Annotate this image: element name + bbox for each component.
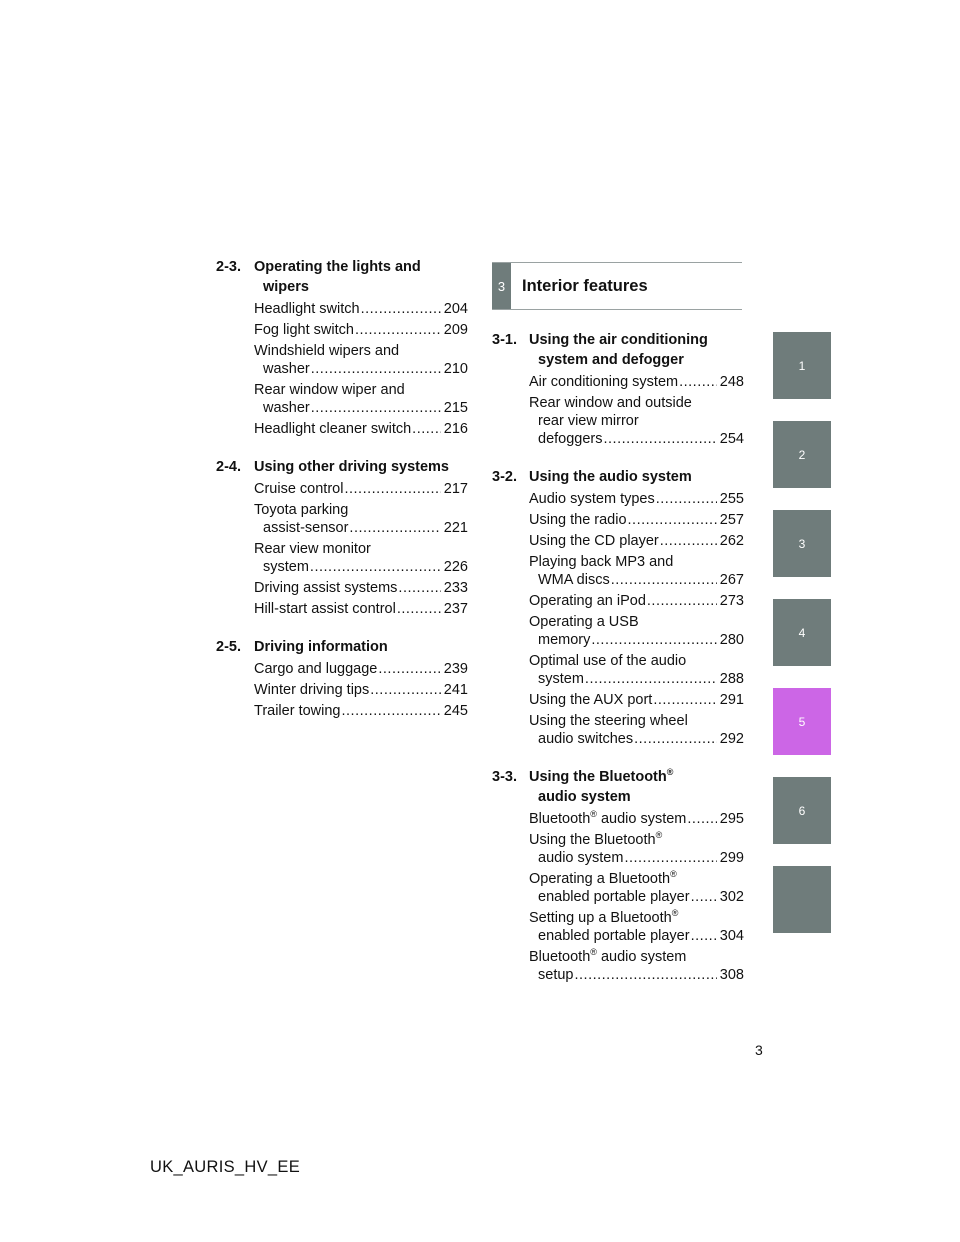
section-title-line2: wipers [263,279,309,295]
page-ref: 299 [719,850,744,866]
entry-text: Windshield wipers and [254,343,400,359]
chapter-header [492,262,742,310]
entry-text: WMA discs [538,572,610,588]
section-number: 3-1. [492,332,517,348]
chapter-tab-5[interactable]: 5 [773,688,831,755]
leader-dots [311,399,441,417]
page-ref: 280 [719,632,744,648]
leader-dots [344,480,440,498]
leader-dots [378,660,440,678]
entry-row [254,300,468,318]
chapter-tab-3[interactable]: 3 [773,510,831,577]
chapter-tab-4[interactable]: 4 [773,599,831,666]
entry-row [254,399,468,417]
entry-text: audio switches [538,731,634,747]
leader-dots [412,420,441,438]
page-ref: 255 [719,491,744,507]
chapter-tab-1[interactable]: 1 [773,332,831,399]
entry-row [529,691,744,709]
page-ref: 273 [719,593,744,609]
section-title [216,257,468,297]
toc-entry[interactable] [254,540,468,576]
entry-text: Trailer towing [254,703,341,719]
entry-text: defoggers [538,431,603,447]
entry-row [254,360,468,378]
toc-section [492,467,744,748]
page-ref: 302 [719,889,744,905]
leader-dots [361,300,441,318]
entry-row [254,321,468,339]
entry-text: washer [263,400,310,416]
toc-entry[interactable] [529,691,744,709]
entry-text: Using the radio [529,512,627,528]
entry-row [254,519,468,537]
entry-row [529,631,744,649]
toc-entry[interactable] [254,300,468,318]
entry-text: memory [538,632,591,648]
entry-text: system [538,671,584,687]
entry-text: Using the CD player [529,533,659,549]
toc-entry[interactable]: Bluetooth® audio system ..... 295 [529,810,744,828]
page-ref: 204 [443,301,468,317]
toc-entry[interactable] [254,381,468,417]
entry-text: assist-sensor [263,520,349,536]
section-title [492,767,744,807]
page-ref: 245 [443,703,468,719]
entry-text: Hill-start assist control [254,601,396,617]
entry-text: Winter driving tips [254,682,370,698]
toc-entry[interactable] [254,321,468,339]
leader-dots [656,490,717,508]
entry-row [254,579,468,597]
entry-row [529,511,744,529]
section-title-text [254,637,468,657]
section-gap [492,451,744,467]
page-ref: 291 [719,692,744,708]
section-title-line: Using the air conditioning [529,332,708,348]
page-ref: 257 [719,512,744,528]
section-gap [216,441,468,457]
entry-text: Cargo and luggage [254,661,378,677]
toc-left-column [216,257,468,739]
section-title [216,637,468,657]
leader-dots [585,670,717,688]
leader-dots [611,571,717,589]
leader-dots [398,579,440,597]
toc-entry[interactable] [254,420,468,438]
entry-row [529,670,744,688]
toc-entry[interactable] [254,579,468,597]
toc-right-column [492,262,744,987]
toc-section [492,330,744,448]
page-ref: 292 [719,731,744,747]
page-ref: 217 [443,481,468,497]
toc-entry[interactable] [529,652,744,688]
section-gap [216,621,468,637]
page-ref: 233 [443,580,468,596]
entry-row [529,532,744,550]
leader-dots [604,430,717,448]
entry-text: Rear window wiper and [254,382,405,398]
page-ref: 209 [443,322,468,338]
page-ref: 210 [443,361,468,377]
toc-entry[interactable]: Bluetooth® audio system setup ..... 308 [529,948,744,984]
leader-dots [679,373,717,391]
section-title-line: Driving information [254,639,388,655]
section-gap [492,751,744,767]
entry-text: Cruise control [254,481,344,497]
entry-row [254,660,468,678]
entry-row [529,592,744,610]
leader-dots [397,600,441,618]
section-title-line: Using the audio system [529,469,692,485]
toc-entry[interactable] [529,613,744,649]
entry-row [529,430,744,448]
toc-entry[interactable] [254,681,468,699]
entry-text: Operating an iPod [529,593,646,609]
entry-row [529,490,744,508]
page-ref: 262 [719,533,744,549]
entry-text: system [263,559,309,575]
leader-dots [647,592,717,610]
section-number: 3-3. [492,769,517,785]
toc-entry[interactable] [254,600,468,618]
section-number: 2-5. [216,639,241,655]
entry-row [254,702,468,720]
page-ref: 226 [443,559,468,575]
leader-dots [628,511,717,529]
entry-row [254,420,468,438]
toc-entry[interactable] [254,501,468,537]
section-title-line2: system and defogger [538,352,684,368]
leader-dots [591,631,716,649]
toc-section [216,457,468,618]
section-title [216,457,468,477]
toc-entry[interactable] [529,394,744,448]
chapter-tab-2[interactable]: 2 [773,421,831,488]
section-gap [216,723,468,739]
toc-entry[interactable] [529,490,744,508]
entry-row [254,480,468,498]
leader-dots [370,681,441,699]
page-ref: 215 [443,400,468,416]
section-title-text [254,257,468,297]
entry-row [529,571,744,589]
section-title-text [254,457,468,477]
toc-entry[interactable] [529,511,744,529]
section-title-text [529,330,744,370]
page-ref: 221 [443,520,468,536]
page-ref: 254 [719,431,744,447]
page-ref: 216 [443,421,468,437]
entry-text: Fog light switch [254,322,354,338]
toc-entry[interactable]: Setting up a Bluetooth® enabled portable player ..... 304 [529,909,744,945]
page-ref: 237 [443,601,468,617]
section-title-line2: audio system [538,789,631,805]
section-title [492,467,744,487]
entry-text: Audio system types [529,491,655,507]
page-ref: 248 [719,374,744,390]
entry-text: washer [263,361,310,377]
entry-row [529,373,744,391]
toc-entry[interactable]: Using the Bluetooth® audio system ..... 299 [529,831,744,867]
section-title-line: Using the Bluetooth® [529,767,674,785]
footer-code: UK_AURIS_HV_EE [150,1158,301,1176]
toc-right-sections [492,330,744,767]
leader-dots [355,321,441,339]
entry-row [254,681,468,699]
toc-entry[interactable] [254,480,468,498]
section-title-text [529,467,744,487]
leader-dots [660,532,717,550]
chapter-number: 3 [492,263,511,309]
leader-dots [310,558,441,576]
section-number: 2-3. [216,259,241,275]
entry-text: Driving assist systems [254,580,398,596]
section-3-3 [492,767,744,984]
chapter-tab-6[interactable]: 6 [773,777,831,844]
toc-section [216,257,468,438]
entry-row [529,730,744,748]
entry-text: Headlight cleaner switch [254,421,412,437]
chapter-tab-index[interactable] [773,866,831,933]
toc-entry[interactable] [254,660,468,678]
leader-dots [634,730,717,748]
page-ref: 241 [443,682,468,698]
entry-text: Using the AUX port [529,692,653,708]
toc-entry[interactable] [529,592,744,610]
page-ref: 295 [719,811,744,827]
chapter-title: Interior features [522,277,648,295]
entry-text: Headlight switch [254,301,360,317]
section-title-line: Operating the lights and [254,259,421,275]
entry-text: rear view mirror [538,413,639,429]
toc-entry[interactable]: Operating a Bluetooth® enabled portable player ..... 302 [529,870,744,906]
page-number: 3 [755,1042,763,1058]
entry-row [254,558,468,576]
entry-text: Toyota parking [254,502,349,518]
entry-text: Rear view monitor [254,541,371,557]
chapter-tabs [773,332,831,955]
entry-text: Playing back MP3 and [529,554,674,570]
page-ref: 239 [443,661,468,677]
entry-text: Optimal use of the audio [529,653,687,669]
section-number: 2-4. [216,459,241,475]
section-title [492,330,744,370]
entry-text: Using the steering wheel [529,713,688,729]
toc-entry[interactable] [254,342,468,378]
toc-section [216,637,468,720]
toc-entry[interactable] [529,712,744,748]
page-ref: 304 [719,928,744,944]
leader-dots [349,519,440,537]
toc-entry[interactable] [529,532,744,550]
section-title-line: Using other driving systems [254,459,449,475]
leader-dots [342,702,441,720]
toc-entry[interactable] [529,553,744,589]
toc-entry[interactable] [254,702,468,720]
section-number: 3-2. [492,469,517,485]
page-ref: 288 [719,671,744,687]
leader-dots [311,360,441,378]
toc-entry[interactable] [529,373,744,391]
page-ref: 308 [719,967,744,983]
leader-dots [653,691,716,709]
entry-text: Operating a USB [529,614,639,630]
page-ref: 267 [719,572,744,588]
entry-text: Air conditioning system [529,374,679,390]
entry-text: Rear window and outside [529,395,692,411]
entry-row [254,600,468,618]
